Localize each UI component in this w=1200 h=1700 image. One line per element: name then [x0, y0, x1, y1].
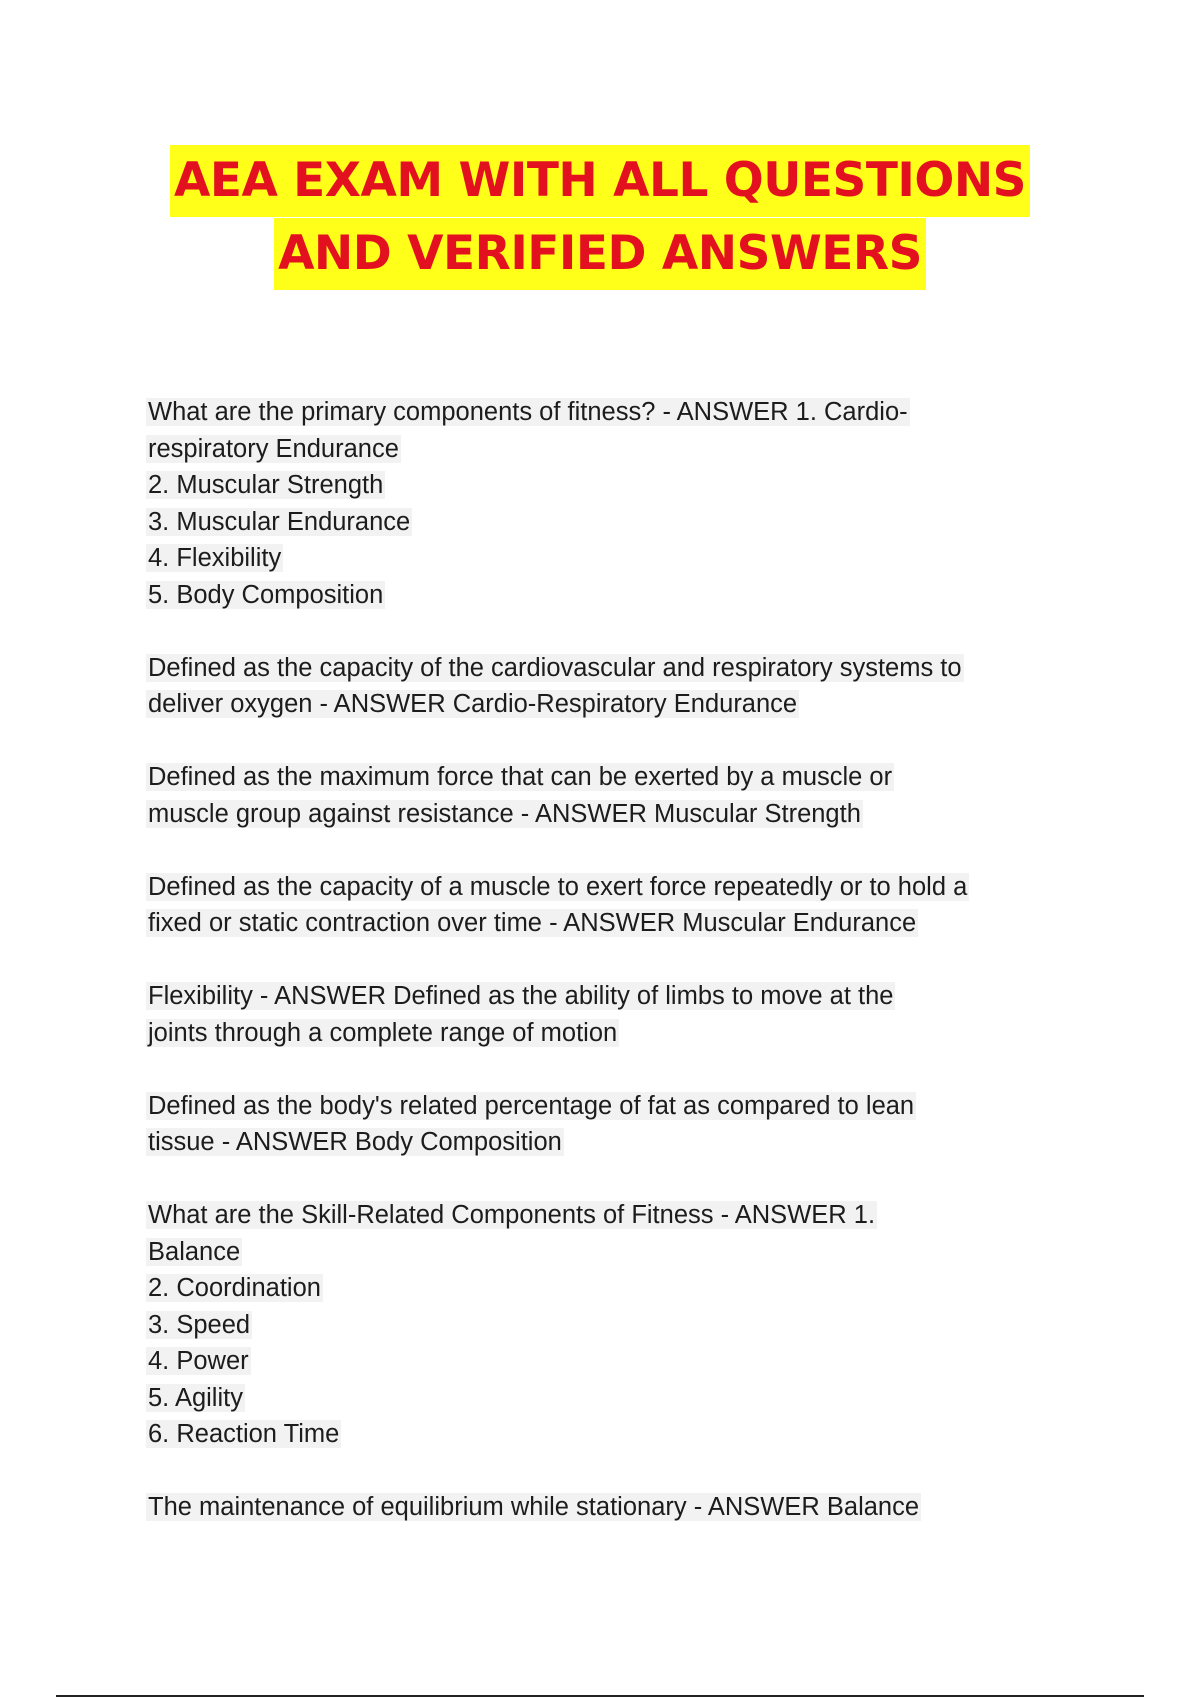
qa-line: 5. Agility	[148, 1383, 243, 1412]
qa-block	[146, 1088, 1086, 1161]
qa-line: tissue - ANSWER Body Composition	[148, 1128, 562, 1156]
qa-block	[146, 869, 1086, 942]
qa-line: 4. Flexibility	[148, 544, 282, 572]
qa-line: Defined as the capacity of the cardiovascular and respiratory systems to	[148, 653, 962, 682]
qa-line: What are the Skill-Related Components of Fitness - ANSWER 1.	[148, 1201, 876, 1229]
qa-block	[146, 759, 1086, 832]
qa-line: Defined as the capacity of a muscle to exert force repeatedly or to hold a	[148, 872, 968, 901]
qa-line: 6. Reaction Time	[148, 1420, 340, 1448]
qa-block	[146, 978, 1086, 1051]
qa-line: 2. Coordination	[148, 1274, 321, 1302]
qa-line: deliver oxygen - ANSWER Cardio-Respiratory Endurance	[148, 690, 798, 718]
qa-line: What are the primary components of fitness? - ANSWER 1. Cardio-	[148, 398, 908, 426]
qa-block	[146, 650, 1086, 723]
qa-line: Defined as the body's related percentage of fat as compared to lean	[148, 1091, 915, 1120]
footer-divider	[56, 1695, 1144, 1697]
qa-list	[146, 394, 1086, 1562]
document-title	[0, 145, 1200, 291]
qa-block	[146, 1489, 1086, 1526]
title-line-2: AND VERIFIED ANSWERS	[274, 218, 926, 290]
qa-block	[146, 394, 1086, 613]
qa-line: The maintenance of equilibrium while stationary - ANSWER Balance	[148, 1493, 920, 1521]
qa-line: Defined as the maximum force that can be exerted by a muscle or	[148, 763, 893, 791]
qa-block	[146, 1197, 1086, 1453]
qa-line: 3. Muscular Endurance	[148, 507, 411, 536]
qa-line: 2. Muscular Strength	[148, 471, 384, 499]
qa-line: respiratory Endurance	[148, 434, 399, 463]
qa-line: 4. Power	[148, 1347, 249, 1375]
qa-line: muscle group against resistance - ANSWER Muscular Strength	[148, 799, 861, 828]
title-line-1: AEA EXAM WITH ALL QUESTIONS	[170, 145, 1030, 217]
qa-line: joints through a complete range of motion	[148, 1018, 618, 1047]
qa-line: Balance	[148, 1237, 241, 1266]
qa-line: Flexibility - ANSWER Defined as the ability of limbs to move at the	[148, 982, 894, 1010]
qa-line: 3. Speed	[148, 1310, 251, 1339]
qa-line: fixed or static contraction over time - ANSWER Muscular Endurance	[148, 909, 917, 937]
qa-line: 5. Body Composition	[148, 580, 384, 609]
